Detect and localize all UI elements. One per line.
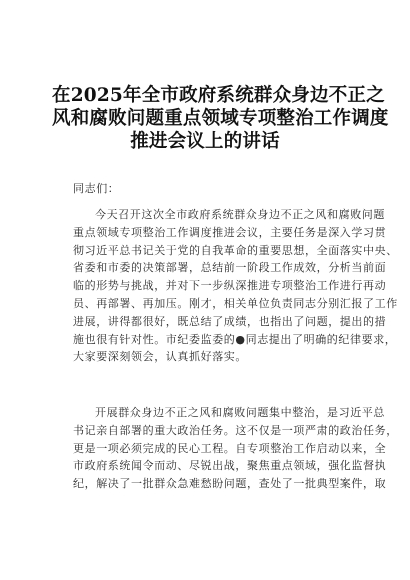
title-line: 推进会议上的讲话 <box>130 131 280 152</box>
salutation: 同志们： <box>73 182 120 195</box>
paragraph-line: 书记亲自部署的重大政治任务。这不仅是一项严肃的政治任务， <box>73 423 398 437</box>
paragraph-line: 纪，解决了一批群众急难愁盼问题，查处了一批典型案件，取 <box>73 477 387 491</box>
paragraph-line: 进展，讲得都很好，既总结了成绩，也指出了问题，提出的措 <box>73 314 387 328</box>
paragraph-line: 市政府系统闻令而动、尽锐出战，聚焦重点领域，强化监督执 <box>73 459 387 473</box>
title-line: 风和腐败问题重点领域专项整治工作调度 <box>52 108 389 129</box>
body-paragraph <box>73 206 398 366</box>
paragraph-line: 施也很有针对性。市纪委监委的●同志提出了明确的纪律要求， <box>73 332 397 346</box>
paragraph-line: 员、再部署、再加压。刚才，相关单位负责同志分别汇报了工作 <box>73 296 398 310</box>
paragraph-line: 今天召开这次全市政府系统群众身边不正之风和腐败问题 <box>95 208 385 221</box>
paragraph-line: 重点领域专项整治工作调度推进会议，主要任务是深入学习贯 <box>73 225 387 239</box>
paragraph-line: 省委和市委的决策部署，总结前一阶段工作成效，分析当前面 <box>73 261 387 275</box>
document-title <box>52 84 389 153</box>
paragraph-line: 彻习近平总书记关于党的自我革命的重要思想，全面落实中央、 <box>73 243 398 257</box>
paragraph-line: 更是一项必须完成的民心工程。自专项整治工作启动以来，全 <box>73 441 387 455</box>
paragraph-line: 开展群众身边不正之风和腐败问题集中整治，是习近平总 <box>95 406 385 419</box>
paragraph-line: 临的形势与挑战，并对下一步纵深推进专项整治工作进行再动 <box>73 279 387 293</box>
paragraph-line: 大家要深刻领会，认真抓好落实。 <box>73 350 247 364</box>
title-line: 在2025年全市政府系统群众身边不正之 <box>52 85 385 106</box>
body-paragraph <box>73 404 398 493</box>
